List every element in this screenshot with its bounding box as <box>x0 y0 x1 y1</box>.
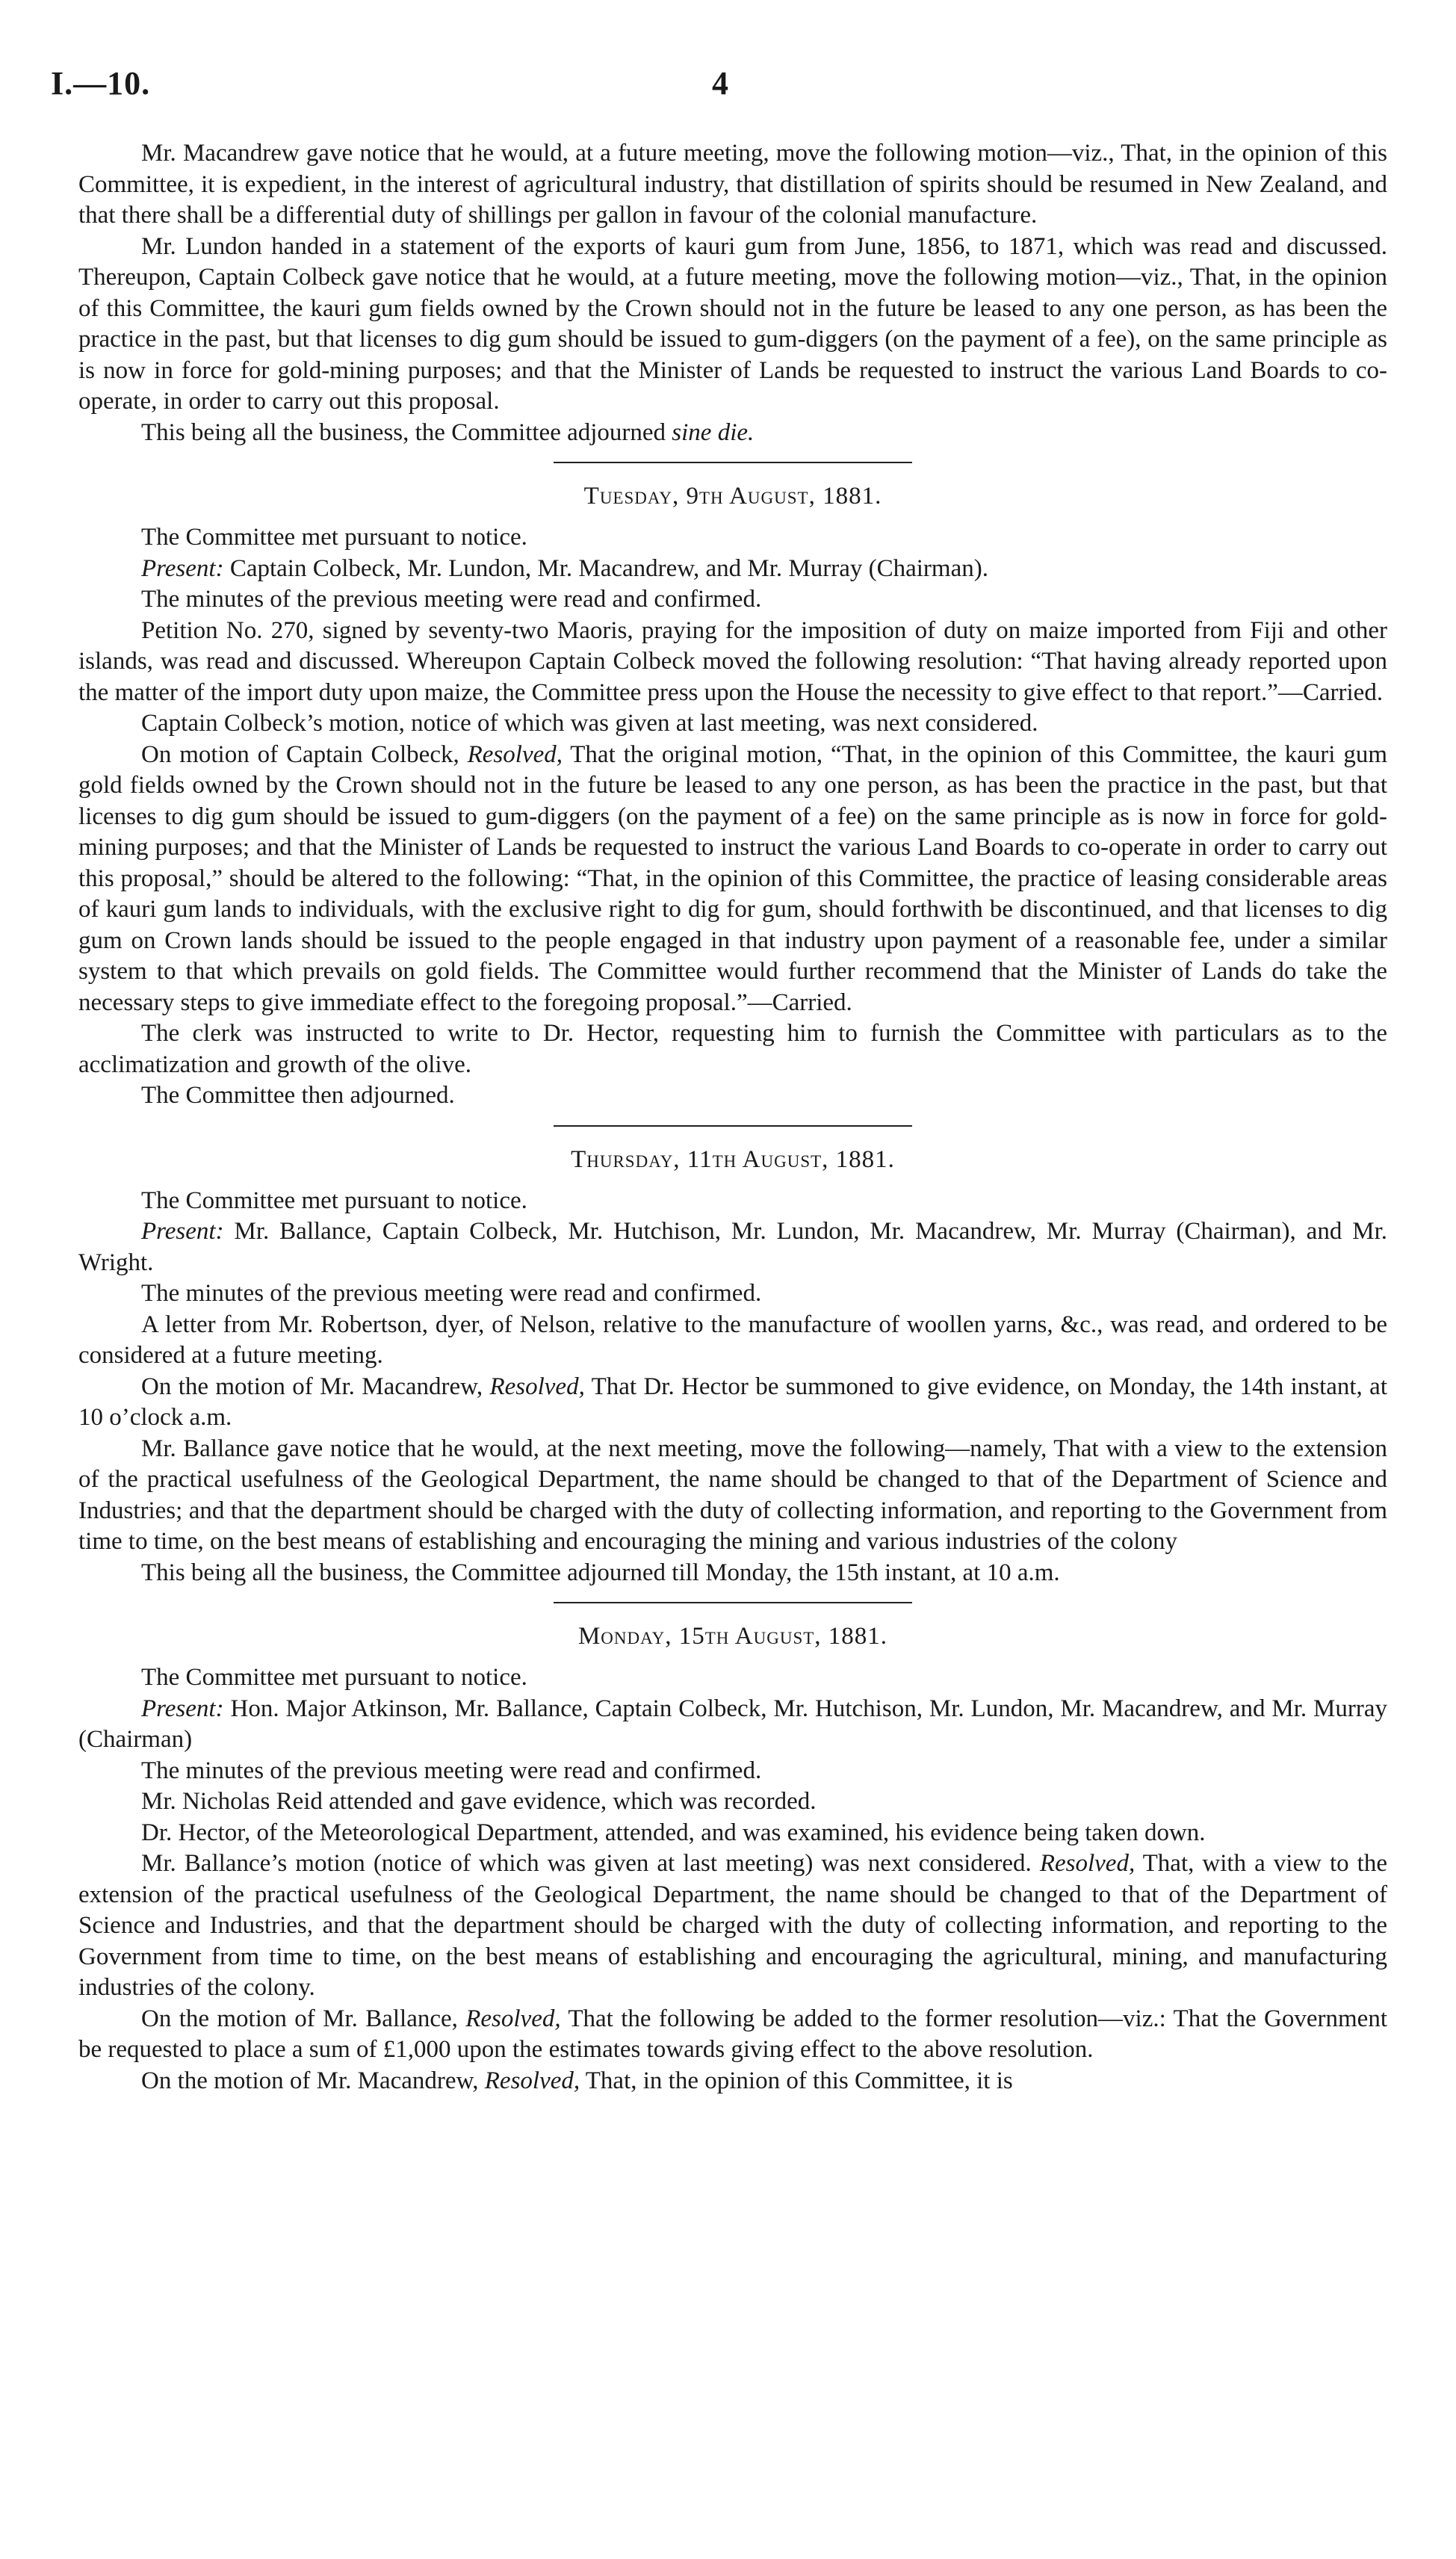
present-members: Captain Colbeck, Mr. Lundon, Mr. Macandrew, and Mr. Murray (Chairman). <box>223 554 988 582</box>
paragraph: Mr. Nicholas Reid attended and gave evidence, which was recorded. <box>141 1788 817 1815</box>
paragraph-text: That the original motion, “That, in the opinion of this Committee, the kauri gum gold fields owned by the Crown should not in the future be leased to any one person, as has been the practice in the past, but that licenses to dig gum should be issued to gum-diggers (on the payment of a fee) on the same principle as is now in force for gold-mining purposes; and that the Minister of Lands be requested to instruct the various Land Boards to co-operate in order to carry out this proposal,” should be altered to the following: “That, in the opinion of this Committee, the practice of leasing considerable areas of kauri gum lands to individuals, with the exclusive right to dig for gum, should forthwith be discontinued, and that licenses to dig gum on Crown lands should be issued to the people engaged in that industry upon payment of a reasonable fee, under a similar system to that which prevails on gold fields. The Committee would further recommend that the Minister of Lands do take the necessary steps to give immediate effect to the foregoing proposal.”—Carried. <box>78 740 1387 1016</box>
paragraph: The minutes of the previous meeting were read and confirmed. <box>141 1280 762 1307</box>
paragraph-text: On motion of Captain Colbeck, <box>141 740 468 768</box>
page-reference: I.—10. <box>51 65 151 102</box>
paragraph <box>78 1372 1387 1434</box>
paragraph: The minutes of the previous meeting were read and confirmed. <box>141 1757 762 1784</box>
paragraph: The Committee met pursuant to notice. <box>141 1186 527 1214</box>
paragraph-text: That Dr. Hector be summoned to give evidence, on Monday, the 14th instant, at 10 o’clock a.m. <box>78 1373 1387 1431</box>
section-divider <box>554 1602 912 1603</box>
page-header <box>51 64 1388 109</box>
paragraph: The Committee met pursuant to notice. <box>141 524 527 551</box>
paragraph: Mr. Macandrew gave notice that he would, at a future meeting, move the following motion—viz., That, in the opinion of this Committee, it is expedient, in the interest of agricultural industry, that distillation of spirits should be resumed in New Zealand, and that there shall be a differential duty of shillings per gallon in favour of the colonial manufacture. <box>78 140 1387 229</box>
paragraph <box>78 2004 1387 2066</box>
paragraph: Petition No. 270, signed by seventy-two Maoris, praying for the imposition of duty on maize imported from Fiji and other islands, was read and discussed. Whereupon Captain Colbeck moved the following resolution: “That having already reported upon the matter of the import duty upon maize, the Committee press upon the House the necessity to give effect to that report.”—Carried. <box>78 616 1387 706</box>
paragraph: The Committee then adjourned. <box>141 1082 455 1109</box>
paragraph: The Committee met pursuant to notice. <box>141 1664 527 1691</box>
paragraph-italic: Resolved, <box>484 2067 580 2094</box>
present-label: Present: <box>141 1695 224 1722</box>
paragraph-text: On the motion of Mr. Ballance, <box>141 2005 466 2032</box>
present-paragraph <box>78 1216 1387 1278</box>
present-label: Present: <box>141 1218 224 1245</box>
document-body <box>78 138 1387 2097</box>
meeting-date-heading: Tuesday, 9th August, 1881. <box>583 483 882 510</box>
paragraph <box>78 418 1387 449</box>
section-divider <box>554 1125 912 1127</box>
meeting-date-heading: Thursday, 11th August, 1881. <box>571 1145 895 1173</box>
meeting-section <box>78 1146 1387 1589</box>
paragraph: Captain Colbeck’s motion, notice of which was given at last meeting, was next considered. <box>141 710 1038 737</box>
paragraph: Dr. Hector, of the Meteorological Department, attended, and was examined, his evidence being taken down. <box>141 1819 1206 1846</box>
paragraph: The minutes of the previous meeting were read and confirmed. <box>141 586 762 613</box>
present-paragraph <box>78 1694 1387 1756</box>
paragraph: Mr. Ballance gave notice that he would, at the next meeting, move the following—namely, That with a view to the extension of the practical usefulness of the Geological Department, the name should be changed to that of the Department of Science and Industries; and that the department should be charged with the duty of collecting information, and reporting to the Government from time to time, on the best means of establishing and encouraging the mining and various industries of the colony <box>78 1435 1387 1555</box>
present-label: Present: <box>141 554 224 582</box>
paragraph-text: That the following be added to the former resolution—viz.: That the Government be requested to place a sum of £1,000 upon the estimates towards giving effect to the above resolution. <box>78 2005 1387 2063</box>
meeting-section <box>78 1623 1387 2097</box>
paragraph-italic: Resolved, <box>465 2005 561 2032</box>
paragraph-italic: Resolved, <box>1039 1850 1136 1877</box>
paragraph <box>78 740 1387 1019</box>
paragraph <box>78 2066 1387 2097</box>
present-members: Hon. Major Atkinson, Mr. Ballance, Captain Colbeck, Mr. Hutchison, Mr. Lundon, Mr. Macandrew, and Mr. Murray (Chairman) <box>78 1695 1387 1753</box>
meeting-section <box>78 483 1387 1112</box>
paragraph: Mr. Lundon handed in a statement of the exports of kauri gum from June, 1856, to 1871, which was read and discussed. Thereupon, Captain Colbeck gave notice that he would, at a future meeting, move the following motion—viz., That, in the opinion of this Committee, the kauri gum fields owned by the Crown should not in the future be leased to any one person, as has been the practice in the past, but that licenses to dig gum should be issued to gum-diggers (on the payment of a fee), on the same principle as is now in force for gold-mining purposes; and that the Minister of Lands be requested to instruct the various Land Boards to co-operate, in order to carry out this proposal. <box>78 232 1387 415</box>
paragraph: The clerk was instructed to write to Dr. Hector, requesting him to furnish the Committee with particulars as to the acclimatization and growth of the olive. <box>78 1020 1387 1078</box>
paragraph-italic: sine die. <box>672 418 755 446</box>
present-paragraph <box>78 554 1387 585</box>
paragraph: A letter from Mr. Robertson, dyer, of Nelson, relative to the manufacture of woollen yarns, &c., was read, and ordered to be considered at a future meeting. <box>78 1311 1387 1369</box>
present-members: Mr. Ballance, Captain Colbeck, Mr. Hutchison, Mr. Lundon, Mr. Macandrew, Mr. Murray (Chairman), and Mr. Wright. <box>78 1218 1387 1276</box>
meeting-date-heading: Monday, 15th August, 1881. <box>577 1623 888 1650</box>
paragraph-text: This being all the business, the Committee adjourned <box>141 418 672 446</box>
paragraph <box>78 1848 1387 2004</box>
paragraph-text: That, with a view to the extension of the practical usefulness of the Geological Department, the name should be changed to that of the Department of Science and Industries, and that the department should be charged with the duty of collecting information, and reporting to the Government from time to time, on the best means of establishing and encouraging the agricultural, mining, and manufacturing industries of the colony. <box>78 1850 1387 2001</box>
page-number: 4 <box>712 65 728 102</box>
paragraph: This being all the business, the Committee adjourned till Monday, the 15th instant, at 10 a.m. <box>141 1559 1060 1586</box>
paragraph-text: On the motion of Mr. Macandrew, <box>141 2067 485 2094</box>
paragraph-italic: Resolved, <box>489 1373 585 1400</box>
paragraph-text: That, in the opinion of this Committee, it is <box>580 2067 1013 2094</box>
paragraph-text: On the motion of Mr. Macandrew, <box>141 1373 490 1400</box>
paragraph-text: Mr. Ballance’s motion (notice of which was given at last meeting) was next considered. <box>141 1850 1040 1877</box>
section-divider <box>554 462 912 463</box>
paragraph-italic: Resolved, <box>467 740 563 768</box>
